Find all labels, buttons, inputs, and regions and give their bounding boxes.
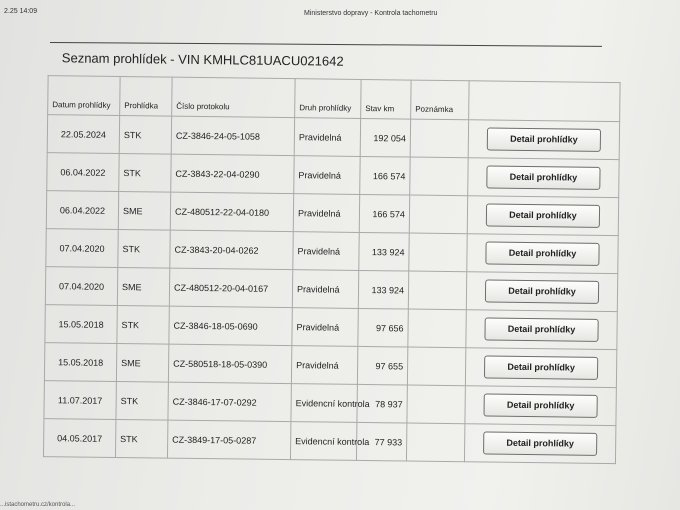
column-header-inspection: Prohlídka (120, 77, 172, 117)
cell-type: Evidencní kontrola (291, 384, 357, 423)
cell-action (464, 424, 615, 464)
print-timestamp: 2.25 14:09 (4, 8, 38, 15)
cell-odometer: 97 655 (357, 346, 407, 385)
cell-inspection: STK (115, 419, 167, 458)
cell-protocol: CZ-580518-18-05-0390 (168, 344, 291, 383)
cell-type: Evidencní kontrola (290, 422, 356, 461)
cell-protocol: CZ-3846-24-05-1058 (171, 116, 294, 155)
cell-note (407, 385, 465, 424)
detail-button[interactable]: Detail prohlídky (484, 393, 598, 417)
cell-protocol: CZ-3843-20-04-0262 (170, 230, 293, 269)
cell-action (468, 158, 619, 198)
cell-odometer: 77 933 (356, 422, 406, 461)
cell-note (410, 157, 468, 196)
cell-inspection: SME (118, 191, 170, 230)
cell-odometer: 133 924 (358, 270, 408, 309)
detail-button[interactable]: Detail prohlídky (484, 355, 598, 379)
cell-action (466, 310, 617, 350)
detail-button[interactable]: Detail prohlídky (486, 203, 600, 227)
cell-note (407, 347, 465, 386)
detail-button[interactable]: Detail prohlídky (485, 279, 599, 303)
cell-protocol: CZ-3846-17-07-0292 (168, 382, 291, 421)
cell-odometer: 78 937 (357, 384, 407, 423)
cell-inspection: STK (119, 153, 171, 192)
cell-protocol: CZ-3849-17-05-0287 (167, 420, 290, 459)
header-rule (50, 42, 602, 47)
cell-protocol: CZ-480512-20-04-0167 (169, 268, 292, 307)
cell-odometer: 97 656 (358, 308, 408, 347)
cell-inspection: STK (116, 381, 168, 420)
cell-action (467, 196, 618, 236)
cell-date: 06.04.2022 (47, 153, 119, 192)
detail-button[interactable]: Detail prohlídky (486, 165, 600, 189)
cell-odometer: 133 924 (359, 232, 409, 271)
cell-action (465, 348, 616, 388)
cell-note (408, 309, 466, 348)
cell-type: Pravidelná (292, 270, 358, 309)
cell-date: 15.05.2018 (45, 305, 117, 344)
cell-type: Pravidelná (294, 118, 360, 157)
cell-date: 15.05.2018 (44, 343, 116, 382)
inspections-table (43, 75, 621, 464)
cell-inspection: STK (119, 116, 171, 155)
cell-protocol: CZ-3846-18-05-0690 (169, 306, 292, 345)
section-title: Seznam prohlídek - VIN KMHLC81UACU021642 (61, 50, 344, 69)
cell-date: 06.04.2022 (46, 191, 118, 230)
detail-button[interactable]: Detail prohlídky (485, 241, 599, 265)
cell-date: 11.07.2017 (44, 381, 116, 420)
cell-date: 07.04.2020 (46, 229, 118, 268)
cell-action (465, 386, 616, 426)
detail-button[interactable]: Detail prohlídky (484, 317, 598, 341)
cell-date: 22.05.2024 (47, 115, 119, 154)
cell-odometer: 166 574 (359, 194, 409, 233)
print-header (4, 8, 676, 22)
print-footer-url: ...istachometru.cz/kontrola... (0, 502, 76, 508)
detail-button[interactable]: Detail prohlídky (483, 431, 597, 455)
cell-odometer: 166 574 (360, 156, 410, 195)
cell-type: Pravidelná (294, 156, 360, 195)
cell-type: Pravidelná (293, 194, 359, 233)
cell-type: Pravidelná (291, 346, 357, 385)
cell-action (468, 120, 619, 160)
detail-button[interactable]: Detail prohlídky (487, 127, 601, 151)
cell-action (466, 272, 617, 312)
cell-protocol: CZ-480512-22-04-0180 (170, 192, 293, 231)
cell-inspection: STK (118, 229, 170, 268)
cell-note (409, 233, 467, 272)
cell-inspection: SME (116, 343, 168, 382)
inspection-sheet (33, 46, 628, 483)
cell-note (409, 195, 467, 234)
column-header-type: Druh prohlídky (295, 79, 361, 119)
cell-note (408, 271, 466, 310)
cell-type: Pravidelná (293, 232, 359, 271)
column-header-action (469, 81, 620, 122)
table-row (43, 419, 615, 464)
cell-inspection: SME (117, 267, 169, 306)
cell-protocol: CZ-3843-22-04-0290 (171, 154, 294, 193)
cell-action (467, 234, 618, 274)
cell-type: Pravidelná (292, 308, 358, 347)
cell-note (410, 119, 468, 158)
cell-odometer: 192 054 (360, 118, 410, 157)
column-header-protocol: Číslo protokolu (172, 77, 295, 117)
cell-date: 04.05.2017 (43, 419, 115, 458)
print-document-title: Ministerstvo dopravy - Kontrola tachometru (304, 10, 438, 17)
column-header-date: Datum prohlídky (48, 76, 120, 116)
cell-note (406, 423, 464, 462)
column-header-odometer: Stav km (361, 79, 411, 119)
cell-date: 07.04.2020 (45, 267, 117, 306)
column-header-note: Poznámka (411, 80, 469, 120)
cell-inspection: STK (117, 305, 169, 344)
